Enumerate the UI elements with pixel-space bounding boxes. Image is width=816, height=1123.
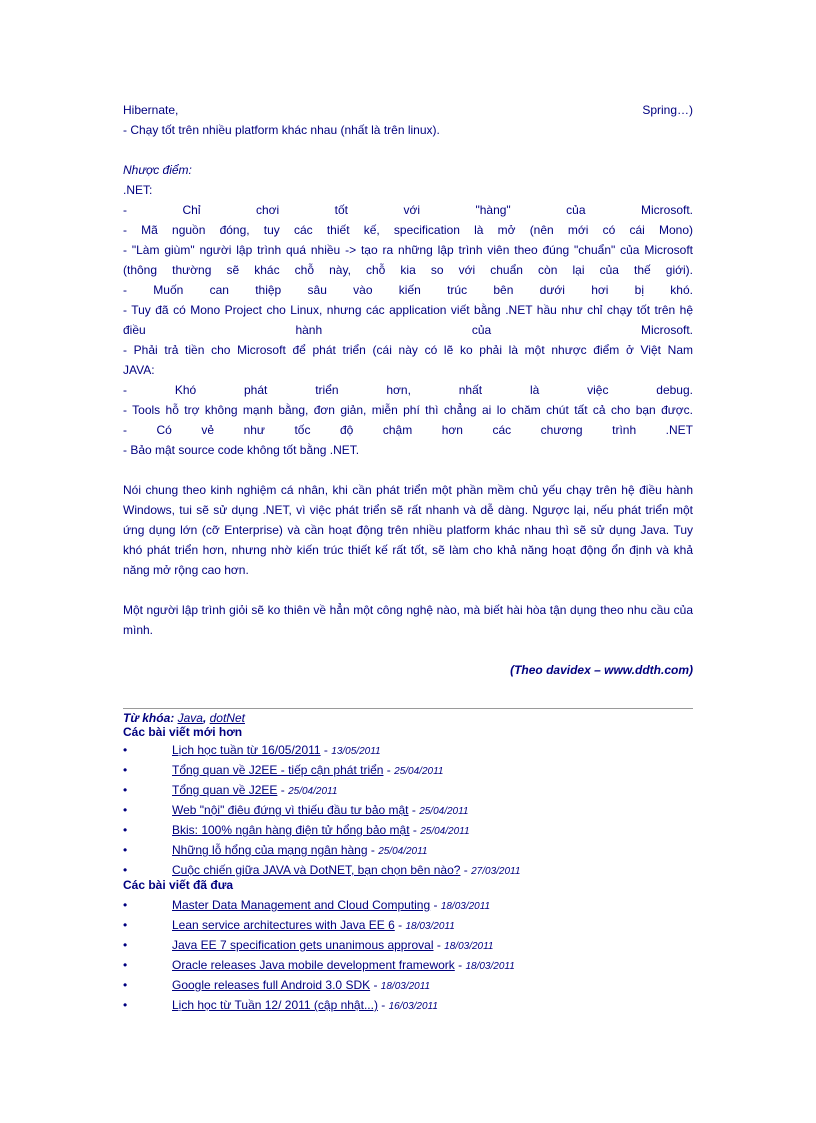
text-line-platform: - Chạy tốt trên nhiều platform khác nhau (nhất là trên linux). <box>123 123 440 137</box>
java-last-item: - Bảo mật source code không tốt bằng .NET. <box>123 443 360 457</box>
older-post-link[interactable]: Java EE 7 specification gets unanimous approval <box>172 938 434 952</box>
dash-separator: - <box>383 763 395 777</box>
dash-separator: - <box>367 843 379 857</box>
newer-list-item <box>123 760 693 780</box>
newer-posts-heading: Các bài viết mới hơn <box>123 725 243 739</box>
older-post-link[interactable]: Lịch học từ Tuần 12/ 2011 (cập nhật...) <box>172 998 378 1012</box>
bullet-icon: • <box>123 978 128 992</box>
post-date: 13/05/2011 <box>331 746 381 757</box>
post-date: 25/04/2011 <box>394 766 444 777</box>
cons-item: - Chỉ chơi tốt với "hàng" của Microsoft. <box>123 203 693 217</box>
dash-separator: - <box>377 998 389 1012</box>
cons-item: - Khó phát triển hơn, nhất là việc debug. <box>123 383 693 397</box>
bullet-icon: • <box>123 763 128 777</box>
cons-item: - Có vẻ như tốc độ chậm hơn các chương trình .NET <box>123 423 693 437</box>
newer-post-link[interactable]: Web "nội" điêu đứng vì thiếu đầu tư bảo mật <box>172 803 409 817</box>
cons-heading: Nhược điểm: <box>123 163 192 177</box>
older-list-item <box>123 995 693 1015</box>
dash-separator: - <box>409 823 421 837</box>
conclusion-paragraph-1: Nói chung theo kinh nghiệm cá nhân, khi cần phát triển một phần mềm chủ yếu chạy trên hệ điều hành Windows, tui sẽ sử dụng .NET, vì việc phát triển sẽ rất nhanh và dễ dàng. Ngược lại, nếu phát triển một ứng dụng lớn (cỡ Enterprise) và cần hoạt động trên nhiều platform khác nhau thì sẽ sử dụng Java. Tuy khó phát triển hơn, nhưng nhờ kiến trúc thiết kế rất tốt, sẽ làm cho khả năng hoạt động ổn định và khả năng mở rộng cao hơn. <box>123 483 693 577</box>
java-label: JAVA: <box>123 363 155 377</box>
newer-post-link[interactable]: Những lỗ hổng của mạng ngân hàng <box>172 843 368 857</box>
dash-separator: - <box>320 743 332 757</box>
cons-item: - Phải trả tiền cho Microsoft để phát triển (cái này có lẽ ko phải là một nhược điểm ở Việt Nam <box>123 343 693 357</box>
cons-item: - Tools hỗ trợ không mạnh bằng, đơn giản, miễn phí thì chẳng ai lo chăm chút tất cả cho bạn được. <box>123 403 693 417</box>
older-posts-list <box>123 895 693 1015</box>
conclusion-paragraph-2: Một người lập trình giỏi sẽ ko thiên về hẳn một công nghệ nào, mà biết hài hòa tận dụng theo nhu cầu của mình. <box>123 603 693 637</box>
bullet-icon: • <box>123 863 128 877</box>
newer-list-item <box>123 740 693 760</box>
bullet-icon: • <box>123 898 128 912</box>
cons-item: điều hành của Microsoft. <box>123 323 693 337</box>
dash-separator: - <box>370 978 381 992</box>
text-line-continuation <box>123 100 693 120</box>
cons-item: - Muốn can thiệp sâu vào kiến trúc bên dưới hơi bị khó. <box>123 283 693 297</box>
older-post-link[interactable]: Oracle releases Java mobile development framework <box>172 958 455 972</box>
bullet-icon: • <box>123 823 128 837</box>
older-post-link[interactable]: Lean service architectures with Java EE 6 <box>172 918 395 932</box>
newer-list-item <box>123 840 693 860</box>
older-list-item <box>123 915 693 935</box>
older-list-item <box>123 935 693 955</box>
cons-item: (thông thường sẽ khác chỗ này, chỗ kia so với chuẩn còn lại của thế giới). <box>123 263 693 277</box>
post-date: 25/04/2011 <box>378 846 428 857</box>
net-cons-list <box>123 200 693 360</box>
dash-separator: - <box>460 863 472 877</box>
java-cons-list <box>123 380 693 440</box>
dash-separator: - <box>454 958 466 972</box>
bullet-icon: • <box>123 998 128 1012</box>
post-date: 18/03/2011 <box>465 961 515 972</box>
cons-item: - Mã nguồn đóng, tuy các thiết kế, specification là mở (nên mới có cái Mono) <box>123 223 693 237</box>
keyword-link-dotnet[interactable]: dotNet <box>209 711 245 725</box>
bullet-icon: • <box>123 958 128 972</box>
cons-item: - "Làm giùm" người lập trình quá nhiều -> tạo ra những lập trình viên theo đúng "chuẩn" của Microsoft <box>123 243 693 257</box>
text-spring: Spring…) <box>642 103 693 117</box>
newer-list-item <box>123 780 693 800</box>
post-date: 27/03/2011 <box>471 866 521 877</box>
dash-separator: - <box>430 898 441 912</box>
post-date: 18/03/2011 <box>380 981 431 992</box>
cons-item: - Tuy đã có Mono Project cho Linux, nhưng các application viết bằng .NET hầu như chỉ chạy tốt trên hệ <box>123 303 693 317</box>
newer-posts-list <box>123 740 693 880</box>
post-date: 18/03/2011 <box>440 901 491 912</box>
newer-post-link[interactable]: Tổng quan về J2EE <box>172 783 278 797</box>
keyword-link-java[interactable]: Java <box>177 711 203 725</box>
keywords-row <box>123 711 245 725</box>
net-label: .NET: <box>123 183 153 197</box>
dash-separator: - <box>408 803 420 817</box>
post-date: 16/03/2011 <box>388 1001 438 1012</box>
newer-list-item <box>123 820 693 840</box>
post-date: 18/03/2011 <box>405 921 455 932</box>
bullet-icon: • <box>123 843 128 857</box>
older-post-link[interactable]: Master Data Management and Cloud Computing <box>172 898 431 912</box>
text-hibernate: Hibernate, <box>123 103 179 117</box>
older-list-item <box>123 955 693 975</box>
older-list-item <box>123 975 693 995</box>
post-date: 25/04/2011 <box>288 786 338 797</box>
bullet-icon: • <box>123 743 128 757</box>
dash-separator: - <box>394 918 406 932</box>
post-date: 25/04/2011 <box>419 806 469 817</box>
bullet-icon: • <box>123 938 128 952</box>
post-date: 18/03/2011 <box>444 941 494 952</box>
newer-list-item <box>123 800 693 820</box>
keyword-separator: , <box>202 711 207 725</box>
bullet-icon: • <box>123 918 128 932</box>
older-posts-heading: Các bài viết đã đưa <box>123 878 234 892</box>
bullet-icon: • <box>123 803 128 817</box>
dash-separator: - <box>277 783 289 797</box>
source-credit: (Theo davidex – www.ddth.com) <box>510 663 693 677</box>
post-date: 25/04/2011 <box>420 826 470 837</box>
newer-post-link[interactable]: Tổng quan về J2EE - tiếp cận phát triển <box>172 763 384 777</box>
dash-separator: - <box>433 938 445 952</box>
newer-list-item <box>123 860 693 880</box>
bullet-icon: • <box>123 783 128 797</box>
newer-post-link[interactable]: Bkis: 100% ngân hàng điện tử hổng bảo mật <box>172 823 410 837</box>
keywords-label: Từ khóa: <box>123 711 175 725</box>
newer-post-link[interactable]: Cuộc chiến giữa JAVA và DotNET, bạn chọn bên nào? <box>172 863 461 877</box>
newer-post-link[interactable]: Lịch học tuần từ 16/05/2011 <box>172 743 321 757</box>
older-list-item <box>123 895 693 915</box>
older-post-link[interactable]: Google releases full Android 3.0 SDK <box>172 978 371 992</box>
divider <box>123 708 693 709</box>
